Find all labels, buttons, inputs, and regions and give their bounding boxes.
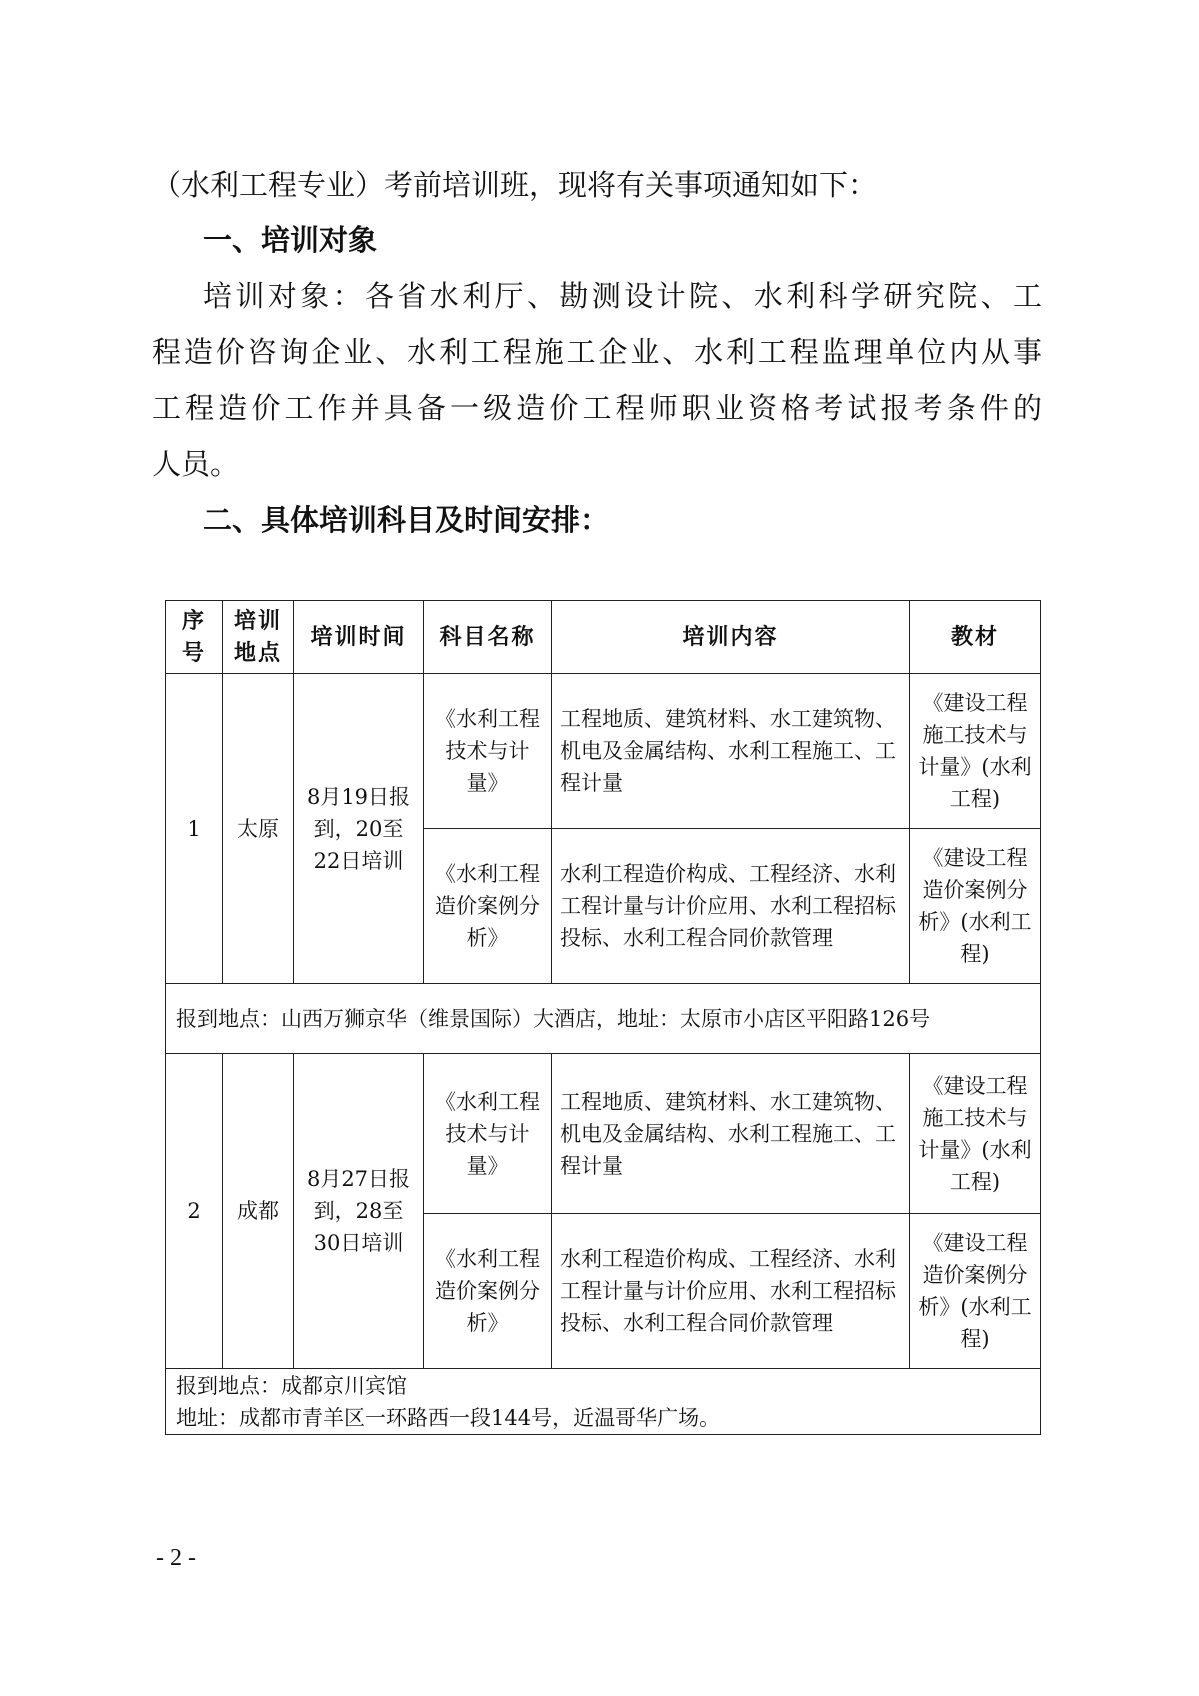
page-number: - 2 - xyxy=(156,1545,196,1571)
header-content: 培训内容 xyxy=(552,601,910,674)
table-note-row xyxy=(166,1369,1041,1435)
venue-note-line: 报到地点：山西万狮京华（维景国际）大酒店，地址：太原市小店区平阳路126号 xyxy=(176,1006,931,1031)
venue-note xyxy=(166,1369,1041,1435)
section1-line-2: 程造价咨询企业、水利工程施工企业、水利工程监理单位内从事 xyxy=(152,335,1042,369)
header-location: 培训地点 xyxy=(223,601,294,674)
row-time: 8月19日报到，20至22日培训 xyxy=(294,674,424,984)
row-location: 太原 xyxy=(223,674,294,984)
row-textbook: 《建设工程施工技术与计量》(水利工程) xyxy=(910,1054,1041,1214)
intro-line: （水利工程专业）考前培训班，现将有关事项通知如下： xyxy=(152,168,878,202)
row-content: 水利工程造价构成、工程经济、水利工程计量与计价应用、水利工程招标投标、水利工程合同价款管理 xyxy=(552,1214,910,1369)
section1-heading: 一、培训对象 xyxy=(203,223,378,257)
row-time: 8月27日报到，28至30日培训 xyxy=(294,1054,424,1369)
row-textbook: 《建设工程造价案例分析》(水利工程) xyxy=(910,829,1041,984)
schedule-table xyxy=(165,600,1041,1435)
row-textbook: 《建设工程施工技术与计量》(水利工程) xyxy=(910,674,1041,829)
venue-note-line: 报到地点：成都京川宾馆 xyxy=(176,1373,407,1398)
venue-note xyxy=(166,984,1041,1054)
row-subject: 《水利工程造价案例分析》 xyxy=(424,1214,552,1369)
row-subject: 《水利工程技术与计量》 xyxy=(424,1054,552,1214)
row-index: 1 xyxy=(166,674,223,984)
table-row xyxy=(166,1054,1041,1214)
section2-heading: 二、具体培训科目及时间安排： xyxy=(203,503,610,537)
row-location: 成都 xyxy=(223,1054,294,1369)
section1-line-1: 培训对象：各省水利厅、勘测设计院、水利科学研究院、工 xyxy=(203,279,1042,313)
header-time: 培训时间 xyxy=(294,601,424,674)
header-subject: 科目名称 xyxy=(424,601,552,674)
header-textbook: 教材 xyxy=(910,601,1041,674)
row-index: 2 xyxy=(166,1054,223,1369)
table-row xyxy=(166,674,1041,829)
row-textbook: 《建设工程造价案例分析》(水利工程) xyxy=(910,1214,1041,1369)
section1-line-4: 人员。 xyxy=(152,447,240,481)
row-subject: 《水利工程技术与计量》 xyxy=(424,674,552,829)
row-content: 工程地质、建筑材料、水工建筑物、机电及金属结构、水利工程施工、工程计量 xyxy=(552,1054,910,1214)
table-header-row xyxy=(166,601,1041,674)
row-subject: 《水利工程造价案例分析》 xyxy=(424,829,552,984)
section1-line-3: 工程造价工作并具备一级造价工程师职业资格考试报考条件的 xyxy=(152,391,1042,425)
header-index: 序号 xyxy=(166,601,223,674)
table-note-row xyxy=(166,984,1041,1054)
venue-note-line: 地址：成都市青羊区一环路西一段144号，近温哥华广场。 xyxy=(176,1405,721,1430)
row-content: 水利工程造价构成、工程经济、水利工程计量与计价应用、水利工程招标投标、水利工程合同价款管理 xyxy=(552,829,910,984)
row-content: 工程地质、建筑材料、水工建筑物、机电及金属结构、水利工程施工、工程计量 xyxy=(552,674,910,829)
